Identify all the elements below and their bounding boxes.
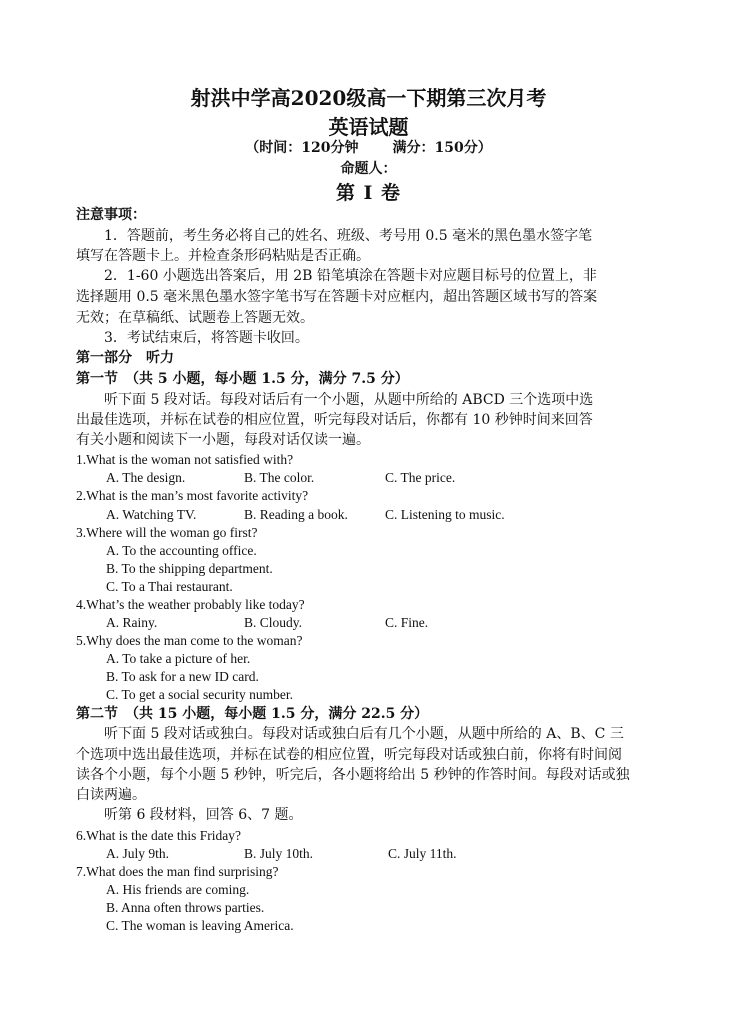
notice-item-1a: 1．答题前，考生务必将自己的姓名、班级、考号用 0.5 毫米的黑色墨水签字笔 [104,228,593,244]
option-a: A. July 9th. [106,846,170,861]
question-3-option-a: A. To the accounting office. [106,543,257,558]
notice-item-3: 3．考试结束后，将答题卡收回。 [104,330,309,346]
part1-heading: 第一部分 听力 [76,350,174,366]
question-6-stem: 6.What is the date this Friday? [76,828,241,843]
question-2-stem: 2.What is the man’s most favorite activity? [76,488,309,503]
question-7-option-c: C. The woman is leaving America. [106,918,294,933]
notice-item-2c: 无效；在草稿纸、试题卷上答题无效。 [76,310,314,326]
question-1-stem: 1.What is the woman not satisfied with? [76,452,294,467]
option-b: B. Reading a book. [244,507,348,522]
exam-title: 射洪中学高2020级高一下期第三次月考 [190,86,547,110]
section2-intro-c: 读各个小题，每个小题 5 秒钟，听完后，各小题将给出 5 秒钟的作答时间。每段对话或独 [76,767,630,783]
option-a: A. Watching TV. [106,507,197,522]
question-3-option-c: C. To a Thai restaurant. [106,579,233,594]
option-a: A. Rainy. [106,615,158,630]
option-b: B. The color. [244,470,315,485]
question-7-stem: 7.What does the man find surprising? [76,864,279,879]
section2-intro-b: 个选项中选出最佳选项，并标在试卷的相应位置，听完每段对话或独白前，你将有时间阅 [76,747,622,763]
notice-item-2a: 2．1-60 小题选出答案后，用 2B 铅笔填涂在答题卡对应题目标号的位置上，非 [104,268,597,284]
question-3-stem: 3.Where will the woman go first? [76,525,258,540]
exam-time: （时间：120分钟 [245,140,359,156]
subject-title: 英语试题 [328,115,409,139]
notice-heading: 注意事项： [76,207,146,223]
section2-intro-a: 听下面 5 段对话或独白。每段对话或独白后有几个小题，从题中所给的 A、B、C 三 [104,726,624,742]
option-b: B. Cloudy. [244,615,303,630]
question-7-option-b: B. Anna often throws parties. [106,900,265,915]
option-a: A. The design. [106,470,186,485]
exam-score: 满分：150分） [392,140,492,156]
section2-heading: 第二节 （共 15 小题，每小题 1.5 分，满分 22.5 分） [76,706,429,722]
option-c: C. July 11th. [388,846,457,861]
section1-intro-a: 听下面 5 段对话。每段对话后有一个小题，从题中所给的 ABCD 三个选项中选 [104,392,594,408]
exam-time-score [0,137,737,157]
section1-heading: 第一节 （共 5 小题，每小题 1.5 分，满分 7.5 分） [76,371,409,387]
section1-intro-c: 有关小题和阅读下一小题，每段对话仅读一遍。 [76,432,370,448]
question-4-stem: 4.What’s the weather probably like today? [76,597,305,612]
question-5-option-b: B. To ask for a new ID card. [106,669,259,684]
material-6-instruction: 听第 6 段材料，回答 6、7 题。 [104,807,303,823]
question-5-option-c: C. To get a social security number. [106,687,294,702]
section1-intro-b: 出最佳选项，并标在试卷的相应位置，听完每段对话后，你都有 10 秒钟时间来回答 [76,412,593,428]
question-5-option-a: A. To take a picture of her. [106,651,251,666]
question-5-stem: 5.Why does the man come to the woman? [76,633,303,648]
section2-intro-d: 白读两遍。 [76,787,146,803]
option-c: C. Listening to music. [385,507,505,522]
question-3-option-b: B. To the shipping department. [106,561,273,576]
author-line: 命题人： [340,161,397,177]
notice-item-2b: 选择题用 0.5 毫米黑色墨水签字笔书写在答题卡对应框内，超出答题区域书写的答案 [76,289,598,305]
option-b: B. July 10th. [244,846,314,861]
notice-item-1b: 填写在答题卡上。并检查条形码粘贴是否正确。 [76,248,370,264]
question-7-option-a: A. His friends are coming. [106,882,250,897]
option-c: C. The price. [385,470,456,485]
option-c: C. Fine. [385,615,429,630]
volume-title: 第 I 卷 [335,182,402,204]
